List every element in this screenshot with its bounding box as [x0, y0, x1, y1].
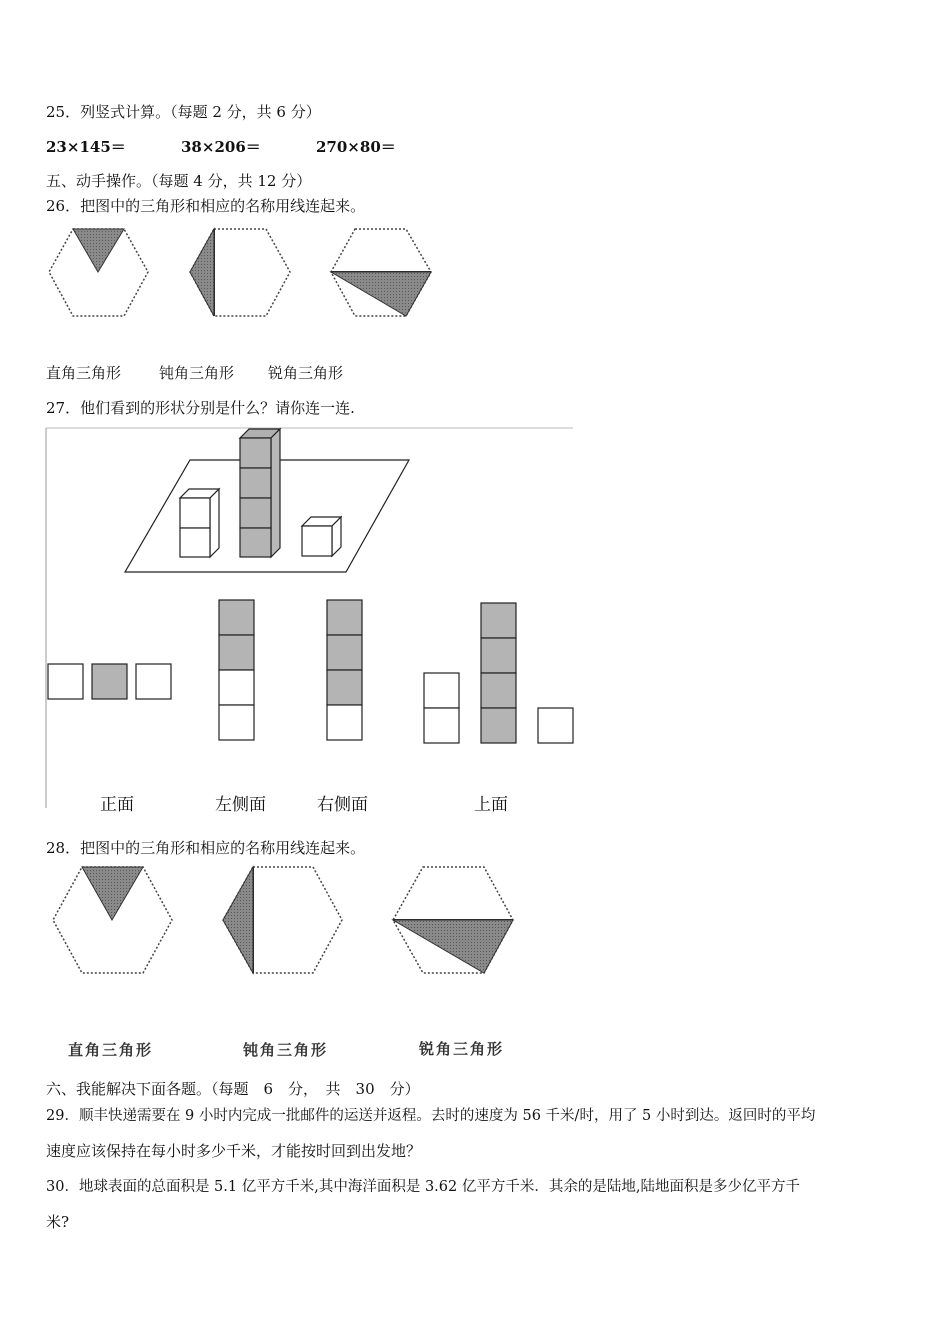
- q30-line2: 米?: [46, 1213, 70, 1231]
- q27-title: 27．他们看到的形状分别是什么？请你连一连.: [46, 399, 355, 417]
- q30-line1: 30．地球表面的总面积是 5.1 亿平方千米,其中海洋面积是 3.62 亿平方千米．其余的是陆地,陆地面积是多少亿平方千: [46, 1179, 800, 1195]
- q25-item-1: 23×145＝: [46, 138, 126, 156]
- q28-label-right: 直角三角形: [68, 1041, 154, 1059]
- section5-title: 五、动手操作。（每题 4 分，共 12 分）: [46, 172, 312, 190]
- q25-title: 25．列竖式计算。（每题 2 分，共 6 分）: [46, 103, 321, 121]
- q28-label-acute: 锐角三角形: [419, 1040, 505, 1058]
- q26-title: 26．把图中的三角形和相应的名称用线连起来。: [46, 197, 366, 215]
- q28-triangle-obtuse: [223, 867, 253, 973]
- q26-label-right: 直角三角形: [46, 364, 122, 382]
- q28-title: 28．把图中的三角形和相应的名称用线连起来。: [46, 839, 366, 857]
- section6-title: 六、我能解决下面各题。（每题 6 分， 共 30 分）: [46, 1080, 420, 1098]
- q26-label-obtuse: 钝角三角形: [159, 364, 235, 382]
- q28-triangle-acute: [82, 867, 143, 920]
- q27-label-top: 上面: [474, 795, 508, 815]
- q29-line1: 29．顺丰快递需要在 9 小时内完成一批邮件的运送并返程。去时的速度为 56 千米/时，用了 5 小时到达。返回时的平均: [46, 1108, 816, 1124]
- q27-label-front: 正面: [100, 795, 134, 815]
- q28-label-obtuse: 钝角三角形: [243, 1041, 329, 1059]
- q27-label-right: 右侧面: [317, 795, 368, 815]
- q25-item-2: 38×206＝: [181, 138, 261, 156]
- q25-item-3: 270×80＝: [316, 138, 396, 156]
- q27-label-left: 左侧面: [215, 795, 266, 815]
- q29-line2: 速度应该保持在每小时多少千米，才能按时回到出发地？: [46, 1142, 422, 1160]
- q26-label-acute: 锐角三角形: [268, 364, 344, 382]
- q28-triangle-right: [393, 920, 513, 973]
